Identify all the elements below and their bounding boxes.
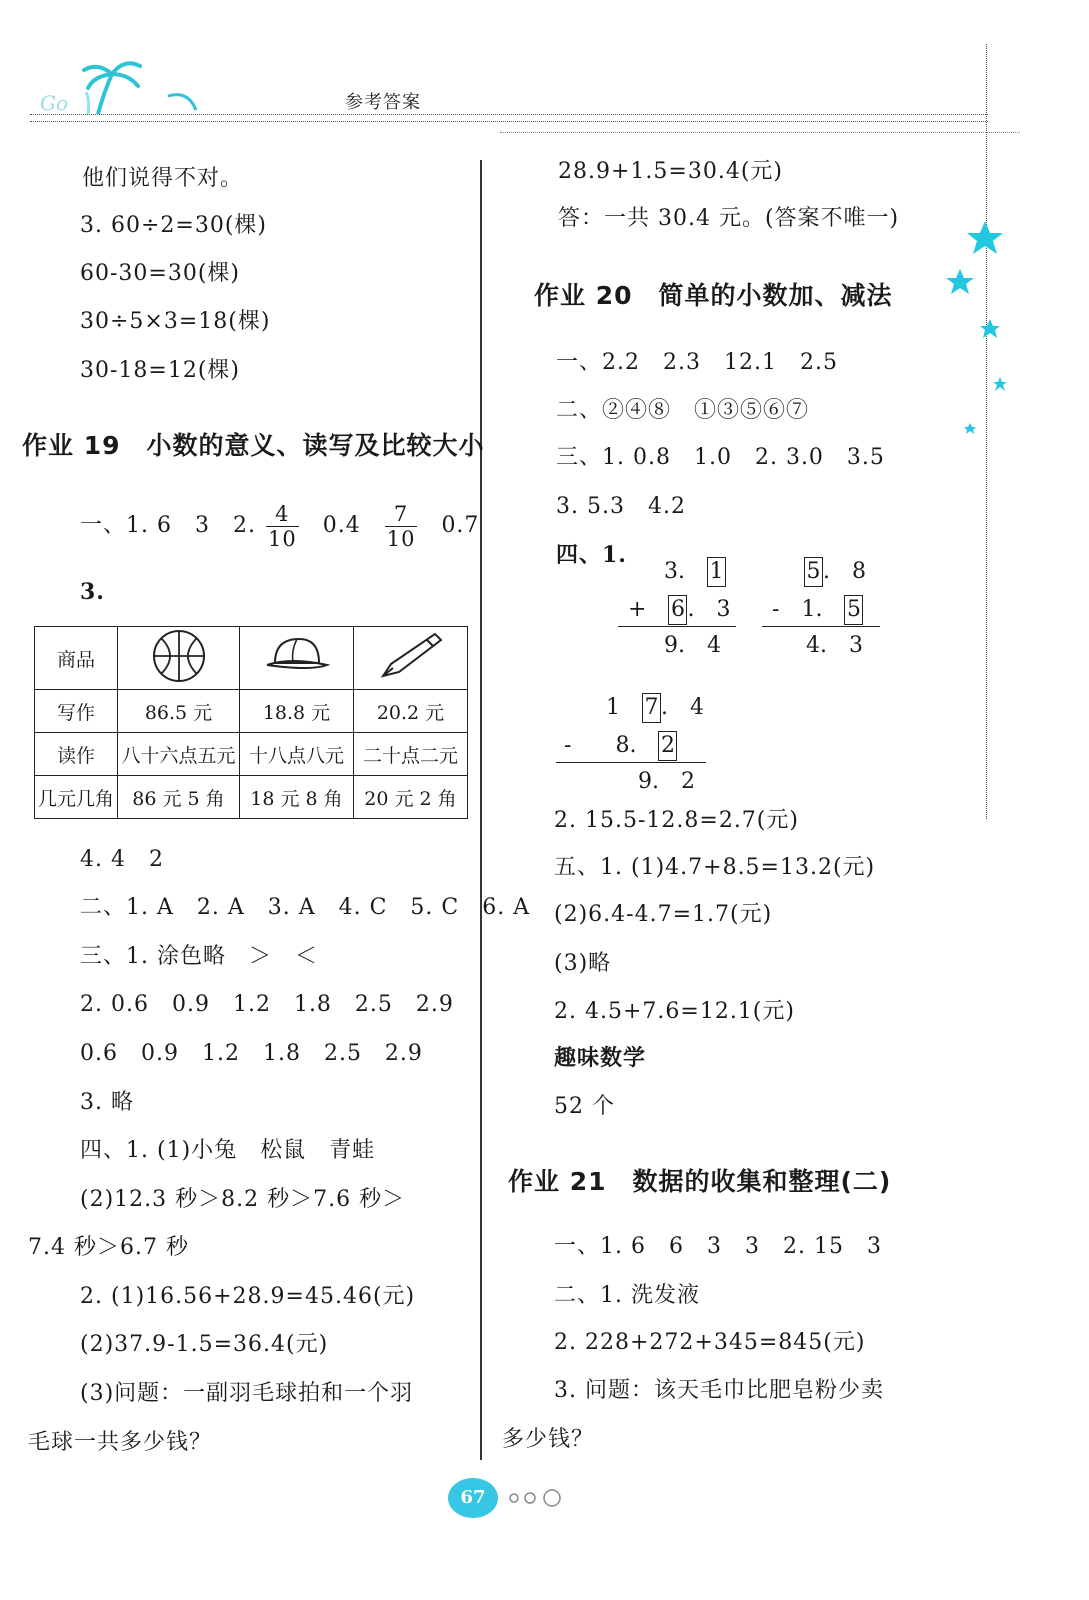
table-cell: 18.8 元: [240, 690, 354, 733]
stars-decoration: [940, 215, 1020, 445]
table-row: [35, 776, 468, 819]
calc-row: 5 . 8: [804, 554, 866, 587]
page-number: 67: [460, 1487, 486, 1508]
svg-text:Go: Go: [40, 91, 69, 115]
left-line: 4. 4 2: [80, 847, 164, 872]
left-line: 0.6 0.9 1.2 1.8 2.5 2.9: [80, 1041, 423, 1066]
answer-box: 5: [804, 557, 823, 587]
digit: 8: [615, 733, 630, 758]
operator: -: [564, 733, 572, 758]
right-line: (2)6.4-4.7=1.7(元): [554, 902, 773, 927]
page-dots-decoration: [500, 1486, 570, 1510]
fraction-1: [266, 502, 299, 551]
right-line: 一、2.2 2.3 12.1 2.5: [556, 350, 838, 375]
digit: 1: [606, 695, 620, 720]
calc-row: 1 7 . 4: [606, 690, 704, 723]
right-line: 2. 4.5+7.6=12.1(元): [554, 999, 795, 1024]
right-line: 三、1. 0.8 1.0 2. 3.0 3.5: [556, 445, 885, 470]
section-heading-hw19: 作业 19 小数的意义、读写及比较大小: [22, 431, 485, 460]
answer-box: 2: [658, 731, 677, 761]
right-line: 2. 15.5-12.8=2.7(元): [554, 808, 799, 833]
table-row: [35, 733, 468, 776]
table-cell: 20 元 2 角: [354, 776, 468, 819]
table-cell: 86 元 5 角: [118, 776, 240, 819]
table-cell: 18 元 8 角: [240, 776, 354, 819]
right-line: 52 个: [554, 1094, 615, 1119]
table-row: [35, 627, 468, 690]
row-label: 几元几角: [35, 776, 118, 819]
q1-prefix: 一、1. 6 3 2.: [80, 513, 256, 538]
calc-row: + 6 . 3: [628, 592, 730, 625]
left-line: (2)12.3 秒＞8.2 秒＞7.6 秒＞: [80, 1187, 406, 1212]
fun-math-heading: 趣味数学: [554, 1046, 647, 1071]
left-line: 2. 0.6 0.9 1.2 1.8 2.5 2.9: [80, 992, 454, 1017]
left-line: 四、1. (1)小兔 松鼠 青蛙: [80, 1138, 376, 1163]
column-divider: [480, 160, 482, 1460]
basketball-icon: [118, 627, 240, 690]
right-line: 28.9+1.5=30.4(元): [558, 159, 783, 184]
header-dotted-line-3: [500, 132, 1020, 133]
answer-box: 5: [844, 595, 863, 625]
digit: 3: [664, 559, 678, 584]
calc-line: [762, 626, 880, 627]
left-line: 30÷5×3=18(棵): [80, 309, 271, 334]
section-heading-hw21: 作业 21 数据的收集和整理(二): [508, 1167, 892, 1196]
right-line: 五、1. (1)4.7+8.5=13.2(元): [554, 855, 876, 880]
header-dotted-line-2: [30, 121, 988, 122]
answer-box: 7: [642, 693, 661, 723]
left-line: 三、1. 涂色略 ＞ ＜: [80, 944, 318, 969]
answer-box: 1: [707, 557, 726, 587]
table-cell: 八十六点五元: [118, 733, 240, 776]
right-line: 一、1. 6 6 3 3 2. 15 3: [554, 1234, 882, 1259]
table-cell: 20.2 元: [354, 690, 468, 733]
row-label: 写作: [35, 690, 118, 733]
digit: 3: [716, 597, 731, 622]
left-line: 3. 60÷2=30(棵): [80, 213, 268, 238]
header-title: 参考答案: [345, 92, 421, 113]
operator: -: [772, 597, 780, 622]
calc-result: 4. 3: [806, 633, 863, 658]
table-cell: 二十点二元: [354, 733, 468, 776]
right-line: 四、1.: [556, 542, 627, 568]
right-line: (3)略: [554, 951, 612, 976]
left-line: 60-30=30(棵): [80, 261, 241, 286]
fraction-numerator: 4: [266, 502, 299, 527]
right-line: 二、1. 洗发液: [554, 1283, 700, 1308]
row-label: 读作: [35, 733, 118, 776]
page-number-badge: [448, 1478, 498, 1518]
row-header: 商品: [35, 627, 118, 690]
right-line: 二、②④⑧ ①③⑤⑥⑦: [556, 398, 810, 423]
table-cell: 86.5 元: [118, 690, 240, 733]
calc-row: 3. 1: [664, 554, 726, 587]
right-line: 答：一共 30.4 元。(答案不唯一): [558, 206, 900, 231]
fraction-denominator: 10: [386, 526, 416, 551]
digit: 1: [801, 597, 816, 622]
fraction-denominator: 10: [267, 526, 297, 551]
digit: 4: [690, 695, 705, 720]
left-line: 7.4 秒＞6.7 秒: [28, 1235, 189, 1260]
left-line: 30-18=12(棵): [80, 358, 241, 383]
left-line: 毛球一共多少钱？: [28, 1430, 213, 1455]
operator: +: [628, 597, 647, 622]
right-line: 3. 5.3 4.2: [556, 494, 686, 519]
table-cell: 十八点八元: [240, 733, 354, 776]
calc-row: - 1. 5: [772, 592, 863, 625]
left-line: 3. 略: [80, 1090, 134, 1115]
section-heading-hw20: 作业 20 简单的小数加、减法: [534, 281, 893, 310]
fraction-2: [385, 502, 418, 551]
goods-table: [34, 626, 468, 819]
right-line: 2. 228+272+345=845(元): [554, 1330, 866, 1355]
calc-row: - 8. 2: [564, 728, 677, 761]
cap-icon: [240, 627, 354, 690]
left-line: (2)37.9-1.5=36.4(元): [80, 1332, 329, 1357]
q1-mid: 0.4: [322, 513, 361, 538]
left-line: 他们说得不对。: [82, 166, 244, 191]
left-line: 二、1. A 2. A 3. A 4. C 5. C 6. A: [80, 895, 531, 920]
calc-line: [618, 626, 736, 627]
table-row: [35, 690, 468, 733]
left-line: (3)问题：一副羽毛球拍和一个羽: [80, 1381, 414, 1406]
right-line: 多少钱？: [502, 1427, 595, 1452]
answer-line-fractions: [80, 500, 479, 552]
right-line: 3. 问题：该天毛巾比肥皂粉少卖: [554, 1378, 884, 1403]
answer-box: 6: [668, 595, 687, 625]
digit: 8: [852, 559, 866, 584]
calc-line: [556, 762, 706, 763]
header-dotted-line: [30, 114, 988, 115]
calc-result: 9. 2: [638, 769, 695, 794]
left-line: 2. (1)16.56+28.9=45.46(元): [80, 1284, 416, 1309]
pen-icon: [354, 627, 468, 690]
q1-end: 0.7: [441, 513, 480, 538]
calc-result: 9. 4: [664, 633, 721, 658]
header-palm-decoration: [28, 52, 208, 122]
fraction-numerator: 7: [385, 502, 418, 527]
q3-label: 3.: [80, 579, 105, 605]
